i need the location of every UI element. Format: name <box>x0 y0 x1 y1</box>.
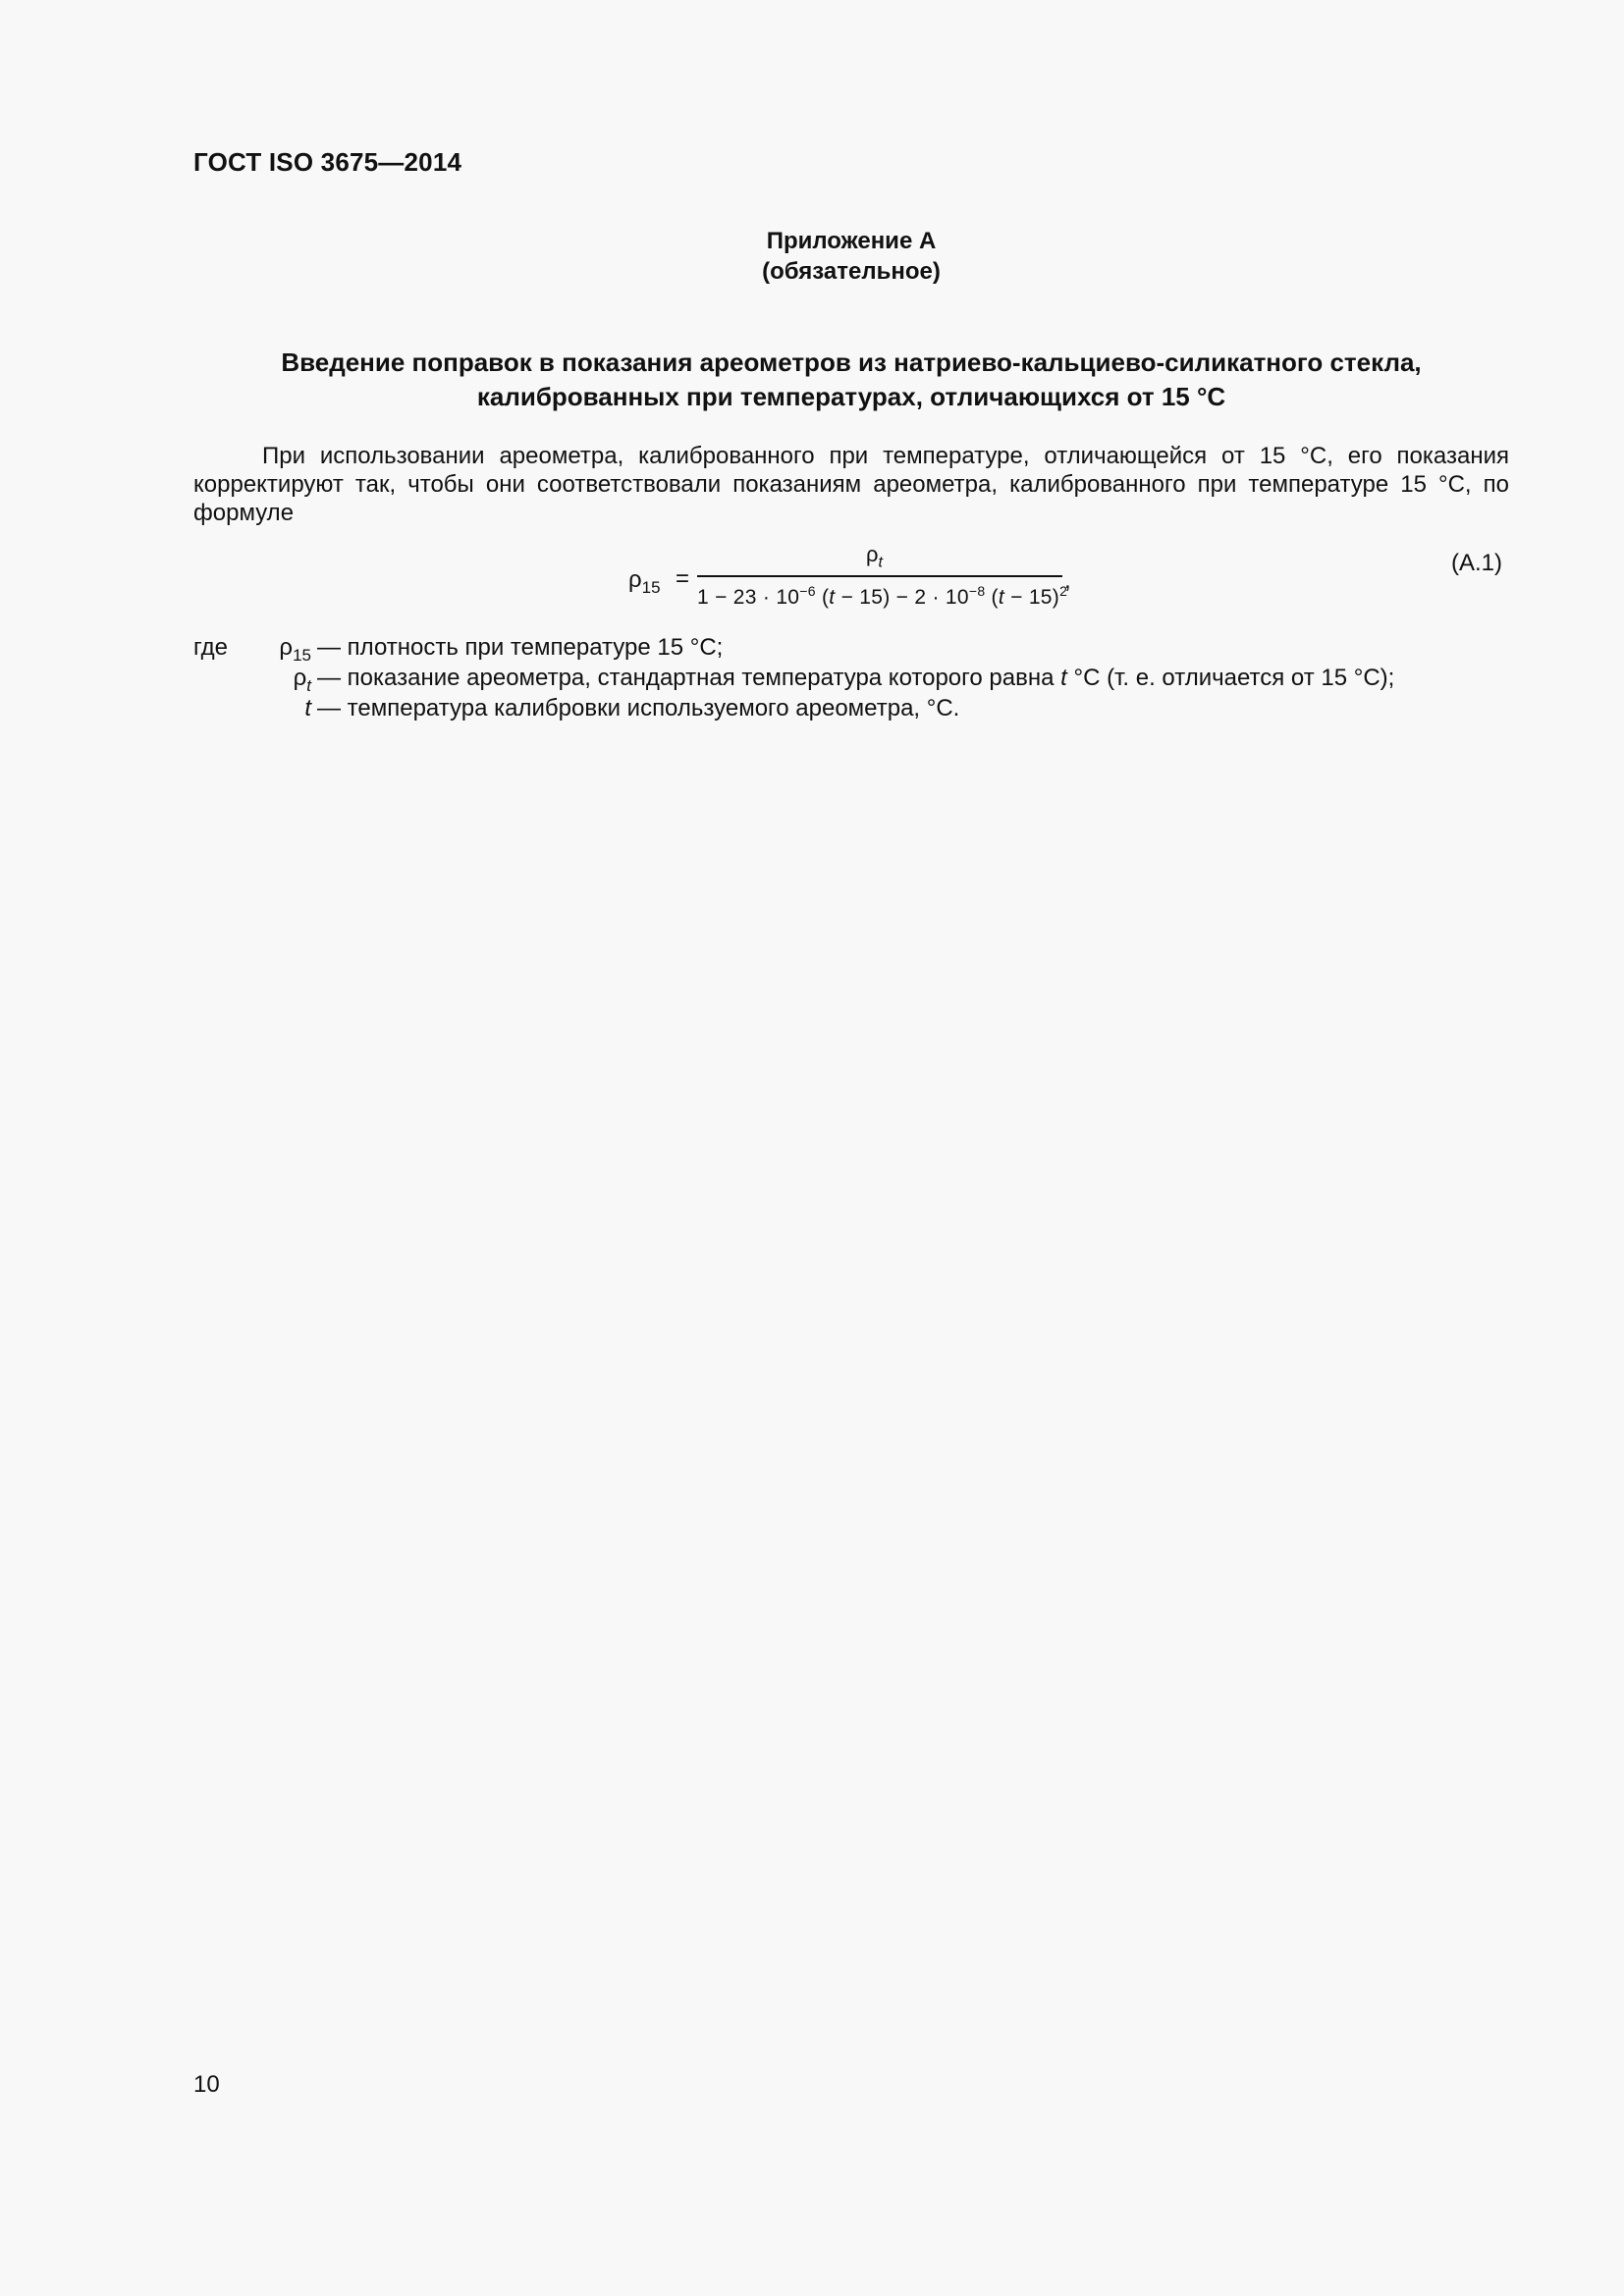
formula-lhs <box>628 566 661 598</box>
page-number: 10 <box>193 2071 220 2098</box>
where-description: — плотность при температуре 15 °С; <box>317 634 724 661</box>
where-symbol-char: ρ <box>293 665 307 691</box>
den-exponent-2: −8 <box>968 583 986 599</box>
where-list <box>193 633 1509 724</box>
where-description <box>317 664 1394 692</box>
where-lead: где <box>193 634 229 661</box>
den-exponent-1: −6 <box>799 583 816 599</box>
section-title-line-1: Введение поправок в показания ареометров из натриево-кальциево-силикатного стекла, <box>281 347 1422 377</box>
where-desc-pre: — показание ареометра, стандартная температура которого равна <box>317 665 1061 691</box>
where-symbol-char: t <box>304 695 311 721</box>
where-symbol-char: ρ <box>279 634 294 661</box>
body-paragraph <box>193 442 1509 527</box>
formula-numerator <box>866 542 883 571</box>
formula-denominator <box>697 583 1067 610</box>
den-variable-t-1: t <box>829 586 836 609</box>
where-desc-post: °С (т. е. отличается от 15 °С); <box>1066 665 1395 691</box>
where-description: — температура калибровки используемого ареометра, °С. <box>317 695 960 721</box>
where-desc-variable: t <box>1060 665 1067 691</box>
formula-equals: = <box>676 565 690 592</box>
fraction-bar <box>697 575 1062 577</box>
den-part-5: − 15) <box>1004 586 1060 609</box>
formula-comma: , <box>1064 567 1071 594</box>
where-symbol-subscript: 15 <box>293 645 311 665</box>
annex-title: Приложение А <box>766 228 937 254</box>
den-variable-t-2: t <box>998 586 1004 609</box>
where-item <box>193 664 1509 694</box>
den-part-4: ( <box>985 586 999 609</box>
den-part-1: 1 − 23 · 10 <box>697 586 800 609</box>
formula-num-subscript: t <box>878 554 883 571</box>
section-title <box>193 346 1509 414</box>
den-exponent-3: 2 <box>1059 583 1068 599</box>
formula-lhs-subscript: 15 <box>641 577 661 597</box>
document-header: ГОСТ ISO 3675—2014 <box>193 147 462 177</box>
where-symbol-subscript: t <box>306 675 311 695</box>
formula-a1 <box>628 542 1080 620</box>
formula-number: (А.1) <box>1451 550 1503 576</box>
den-part-3: − 15) − 2 · 10 <box>835 586 969 609</box>
annex-status: (обязательное) <box>762 258 941 285</box>
formula-num-symbol: ρ <box>866 542 879 566</box>
body-paragraph-text: При использовании ареометра, калиброванного при температуре, отличающейся от 15 °С, его показания корректируют так, чтобы они соответствовали показаниям ареометра, калиброванного при температуре 15 °С, по формуле <box>193 443 1509 526</box>
section-title-line-2: калиброванных при температурах, отличающихся от 15 °С <box>476 382 1226 411</box>
den-part-2: ( <box>815 586 830 609</box>
where-item <box>193 694 1509 724</box>
where-symbol <box>193 694 311 722</box>
formula-lhs-symbol: ρ <box>628 566 642 593</box>
where-item <box>193 633 1509 664</box>
annex-heading <box>0 226 1624 287</box>
